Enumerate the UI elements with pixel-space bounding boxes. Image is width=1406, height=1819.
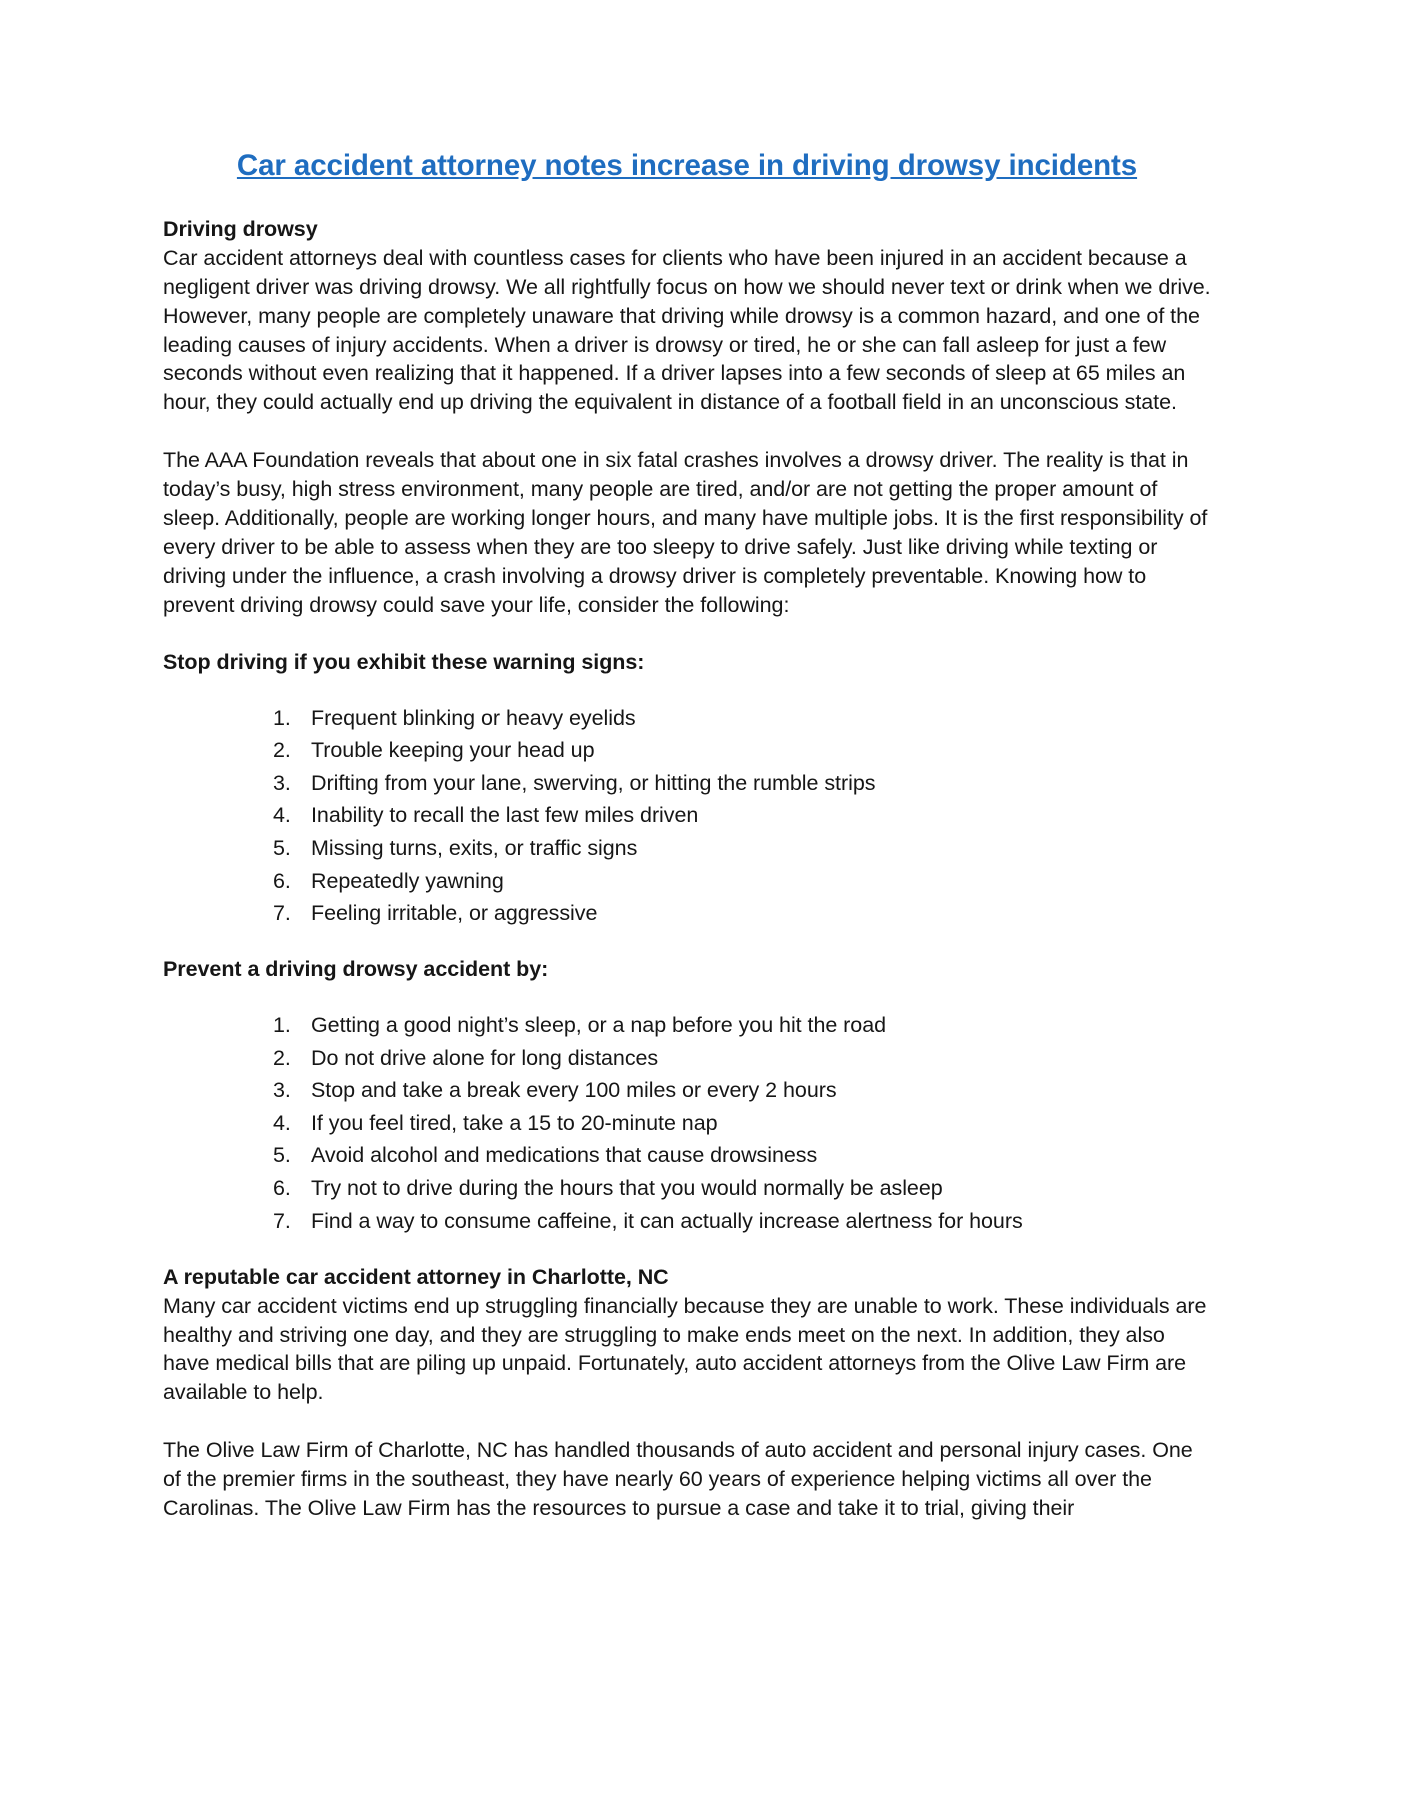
list-spacer [163,984,1211,1012]
list-item [273,1110,1211,1137]
section-spacer [163,927,1211,956]
paragraph-driving-drowsy-1: Car accident attorneys deal with countless cases for clients who have been injured in an accident because a negligent driver was driving drowsy. We all rightfully focus on how we should never text or drink when we drive. However, many people are completely unaware that driving while drowsy is a common hazard, and one of the leading causes of injury accidents. When a driver is drowsy or tired, he or she can fall asleep for just a few seconds without even realizing that it happened. If a driver lapses into a few seconds of sleep at 65 miles an hour, they could actually end up driving the equivalent in distance of a football field in an unconscious state. [163,245,1211,415]
heading-prevention: Prevent a driving drowsy accident by: [163,957,549,982]
heading-driving-drowsy: Driving drowsy [163,216,318,241]
list-item [273,770,1211,797]
list-item [273,1208,1211,1235]
list-item-text: Getting a good night’s sleep, or a nap before you hit the road [311,1013,887,1038]
paragraph-spacer [163,417,1211,446]
list-item [273,900,1211,927]
list-item [273,868,1211,895]
list-item-text: Frequent blinking or heavy eyelids [311,705,636,730]
list-item-text: Do not drive alone for long distances [311,1045,659,1070]
paragraph-reputable-attorney-1: Many car accident victims end up struggling financially because they are unable to work. These individuals are healthy and striving one day, and they are struggling to make ends meet on the next. In addition, they also have medical bills that are piling up unpaid. Fortunately, auto accident attorneys from the Olive Law Firm are available to help. [163,1293,1207,1405]
section-spacer [163,1235,1211,1264]
list-item-text: Find a way to consume caffeine, it can actually increase alertness for hours [311,1208,1023,1233]
heading-reputable-attorney: A reputable car accident attorney in Charlotte, NC [163,1264,669,1289]
heading-warning-signs: Stop driving if you exhibit these warning signs: [163,649,645,674]
prevention-list [163,1012,1211,1235]
list-item-text: Inability to recall the last few miles driven [311,803,699,828]
list-item-text: Feeling irritable, or aggressive [311,901,598,926]
list-item-text: Missing turns, exits, or traffic signs [311,835,638,860]
list-item [273,1175,1211,1202]
warning-signs-list [163,705,1211,928]
list-item [273,1012,1211,1039]
list-item-text: If you feel tired, take a 15 to 20-minute nap [311,1110,718,1135]
list-spacer [163,677,1211,705]
list-item-text: Repeatedly yawning [311,868,504,893]
page-title: Car accident attorney notes increase in driving drowsy incidents [236,149,1138,182]
list-item-text: Stop and take a break every 100 miles or every 2 hours [311,1078,837,1103]
list-item [273,1142,1211,1169]
list-item-text: Avoid alcohol and medications that cause drowsiness [311,1143,818,1168]
list-item [273,737,1211,764]
section-spacer [163,620,1211,649]
list-item [273,1077,1211,1104]
paragraph-driving-drowsy-2: The AAA Foundation reveals that about one in six fatal crashes involves a drowsy driver. The reality is that in today’s busy, high stress environment, many people are tired, and/or are not getting the proper amount of sleep. Additionally, people are working longer hours, and many have multiple jobs. It is the first responsibility of every driver to be able to assess when they are too sleepy to drive safely. Just like driving while texting or driving under the influence, a crash involving a drowsy driver is completely preventable. Knowing how to prevent driving drowsy could save your life, consider the following: [163,448,1208,617]
list-item [273,1045,1211,1072]
list-item-text: Trouble keeping your head up [311,738,595,763]
paragraph-reputable-attorney-2: The Olive Law Firm of Charlotte, NC has handled thousands of auto accident and personal injury cases. One of the premier firms in the southeast, they have nearly 60 years of experience helping victims all over the Carolinas. The Olive Law Firm has the resources to pursue a case and take it to trial, giving their [163,1438,1193,1521]
document-body [163,148,1211,1523]
list-item-text: Drifting from your lane, swerving, or hitting the rumble strips [311,770,876,795]
paragraph-spacer [163,1407,1211,1436]
list-item-text: Try not to drive during the hours that you would normally be asleep [311,1176,943,1200]
list-item [273,802,1211,829]
list-item [273,705,1211,732]
list-item [273,835,1211,862]
